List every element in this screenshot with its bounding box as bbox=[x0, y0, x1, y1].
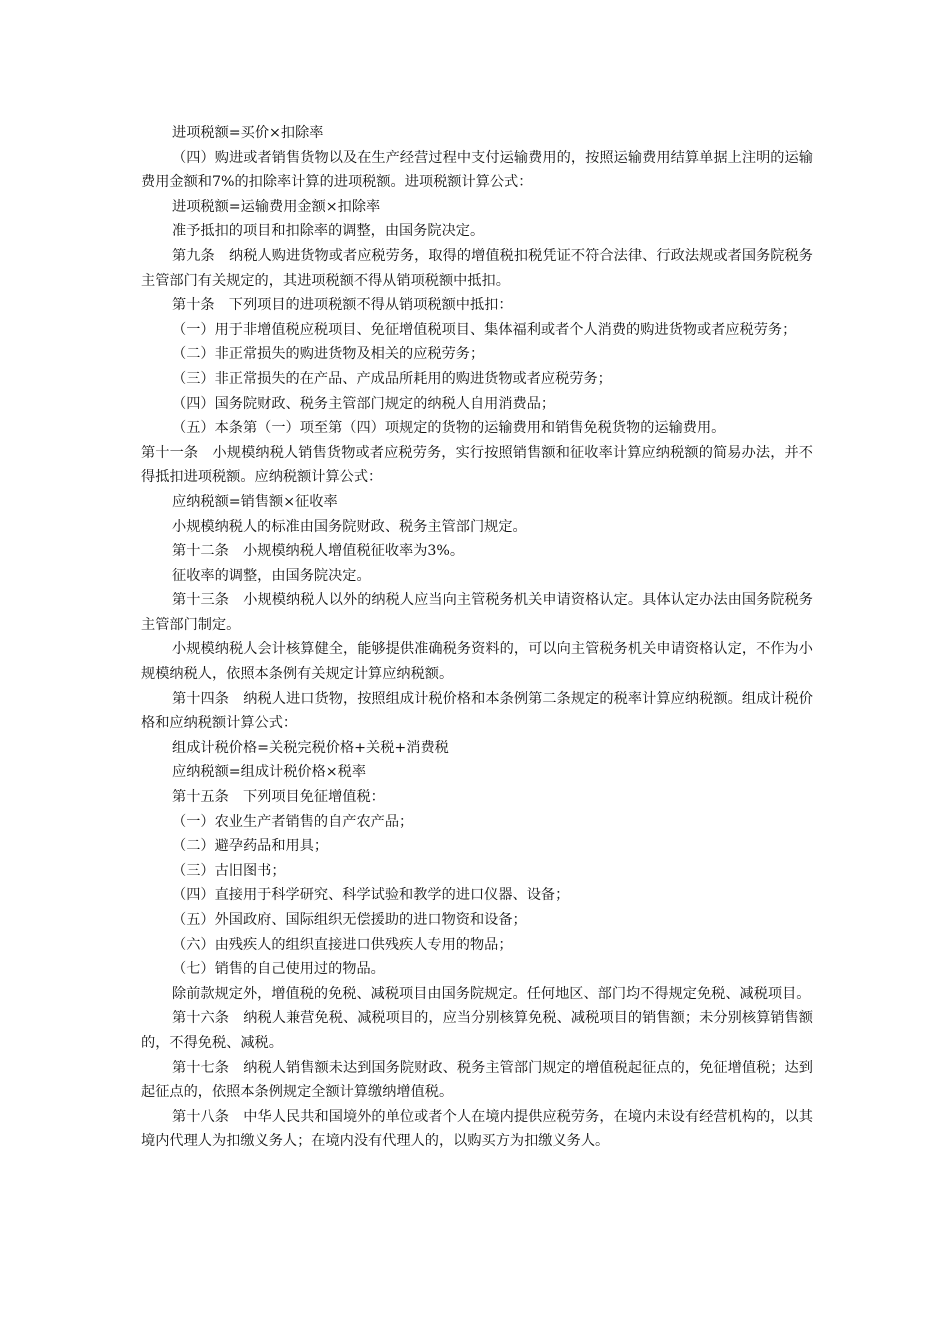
paragraph: 第十三条 小规模纳税人以外的纳税人应当向主管税务机关申请资格认定。具体认定办法由国务院税务主管部门制定。 bbox=[141, 592, 813, 633]
paragraph: 进项税额=运输费用金额×扣除率 bbox=[172, 198, 381, 215]
paragraph: 应纳税额=组成计税价格×税率 bbox=[172, 764, 367, 781]
paragraph: 第十六条 纳税人兼营免税、减税项目的，应当分别核算免税、减税项目的销售额；未分别核算销售额的，不得免税、减税。 bbox=[141, 1010, 813, 1051]
paragraph: （四）购进或者销售货物以及在生产经营过程中支付运输费用的，按照运输费用结算单据上注明的运输费用金额和7%的扣除率计算的进项税额。进项税额计算公式： bbox=[141, 149, 813, 191]
paragraph: 第十七条 纳税人销售额未达到国务院财政、税务主管部门规定的增值税起征点的，免征增值税；达到起征点的，依照本条例规定全额计算缴纳增值税。 bbox=[141, 1059, 813, 1101]
paragraph: （二）非正常损失的购进货物及相关的应税劳务； bbox=[172, 346, 485, 363]
paragraph: （四）直接用于科学研究、科学试验和教学的进口仪器、设备； bbox=[172, 887, 570, 904]
paragraph: （二）避孕药品和用具； bbox=[172, 838, 329, 855]
paragraph: 第十二条 小规模纳税人增值税征收率为3%。 bbox=[172, 543, 465, 560]
paragraph: 征收率的调整，由国务院决定。 bbox=[172, 567, 371, 584]
paragraph: 进项税额=买价×扣除率 bbox=[172, 125, 324, 141]
paragraph: （三）非正常损失的在产品、产成品所耗用的购进货物或者应税劳务； bbox=[172, 370, 612, 387]
paragraph: （一）农业生产者销售的自产农产品； bbox=[172, 813, 414, 830]
paragraph: 准予抵扣的项目和扣除率的调整，由国务院决定。 bbox=[172, 223, 485, 240]
paragraph: 小规模纳税人会计核算健全，能够提供准确税务资料的，可以向主管税务机关申请资格认定，不作为小规模纳税人，依照本条例有关规定计算应纳税额。 bbox=[141, 641, 813, 683]
paragraph: 第十五条 下列项目免征增值税： bbox=[172, 789, 385, 806]
paragraph: 第十条 下列项目的进项税额不得从销项税额中抵扣： bbox=[172, 297, 513, 314]
paragraph: 应纳税额=销售额×征收率 bbox=[172, 493, 338, 510]
paragraph: （六）由残疾人的组织直接进口供残疾人专用的物品； bbox=[172, 936, 513, 953]
paragraph: 第十四条 纳税人进口货物，按照组成计税价格和本条例第二条规定的税率计算应纳税额。组成计税价格和应纳税额计算公式： bbox=[141, 690, 813, 732]
paragraph: 组成计税价格=关税完税价格+关税+消费税 bbox=[172, 739, 449, 756]
paragraph: 第九条 纳税人购进货物或者应税劳务，取得的增值税扣税凭证不符合法律、行政法规或者国务院税务主管部门有关规定的，其进项税额不得从销项税额中抵扣。 bbox=[141, 247, 813, 289]
paragraph: （一）用于非增值税应税项目、免征增值税项目、集体福利或者个人消费的购进货物或者应税劳务； bbox=[172, 321, 797, 338]
paragraph: 第十一条 小规模纳税人销售货物或者应税劳务，实行按照销售额和征收率计算应纳税额的简易办法，并不得抵扣进项税额。应纳税额计算公式： bbox=[141, 444, 813, 486]
paragraph: 第十八条 中华人民共和国境外的单位或者个人在境内提供应税劳务，在境内未设有经营机构的，以其境内代理人为扣缴义务人；在境内没有代理人的，以购买方为扣缴义务人。 bbox=[141, 1108, 813, 1150]
paragraph: （五）外国政府、国际组织无偿援助的进口物资和设备； bbox=[172, 912, 527, 928]
document-page bbox=[141, 121, 813, 1154]
paragraph: （七）销售的自己使用过的物品。 bbox=[172, 961, 385, 978]
paragraph: 除前款规定外，增值税的免税、减税项目由国务院规定。任何地区、部门均不得规定免税、减税项目。 bbox=[172, 985, 811, 1002]
paragraph: （五）本条第（一）项至第（四）项规定的货物的运输费用和销售免税货物的运输费用。 bbox=[172, 420, 726, 437]
paragraph: （三）古旧图书； bbox=[172, 862, 286, 879]
paragraph: （四）国务院财政、税务主管部门规定的纳税人自用消费品； bbox=[172, 395, 556, 412]
paragraph: 小规模纳税人的标准由国务院财政、税务主管部门规定。 bbox=[172, 518, 527, 535]
